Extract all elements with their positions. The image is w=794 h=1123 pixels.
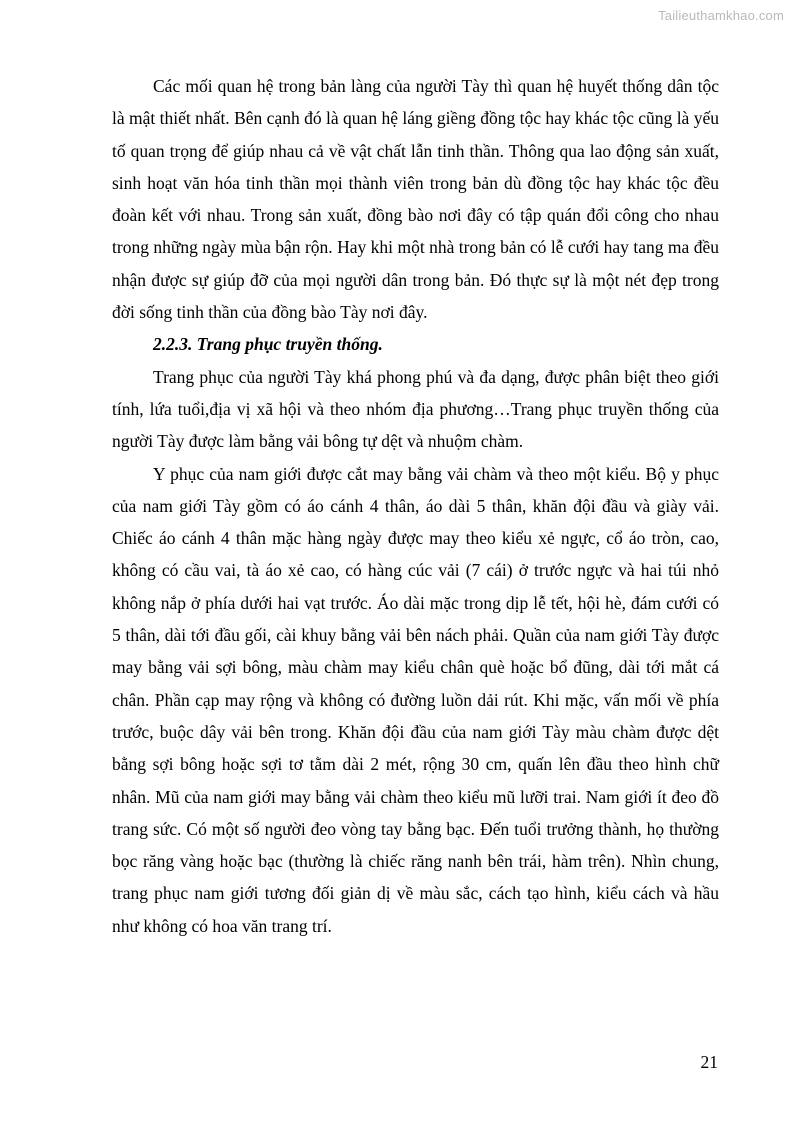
paragraph-male-costume: Y phục của nam giới được cắt may bằng vải chàm và theo một kiểu. Bộ y phục của nam giới Tày gồm có áo cánh 4 thân, áo dài 5 thân, khăn đội đầu và giày vải. Chiếc áo cánh 4 thân mặc hàng ngày được may theo kiểu xẻ ngực, cổ áo tròn, cao, không có cầu vai, tà áo xẻ cao, có hàng cúc vải (7 cái) ở trước ngực và hai túi nhỏ không nắp ở phía dưới hai vạt trước. Áo dài mặc trong dịp lễ tết, hội hè, đám cưới có 5 thân, dài tới đầu gối, cài khuy bằng vải bên nách phải. Quần của nam giới Tày được may bằng vải sợi bông, màu chàm may kiểu chân què hoặc bổ đũng, dài tới mắt cá chân. Phần cạp may rộng và không có đường luồn dải rút. Khi mặc, vấn mối về phía trước, buộc dây vải bên trong. Khăn đội đầu của nam giới Tày màu chàm được dệt bằng sợi bông hoặc sợi tơ tằm dài 2 mét, rộng 30 cm, quấn lên đầu theo hình chữ nhân. Mũ của nam giới may bằng vải chàm theo kiểu mũ lưỡi trai. Nam giới ít đeo đồ trang sức. Có một số người đeo vòng tay bằng bạc. Đến tuổi trưởng thành, họ thường bọc răng vàng hoặc bạc (thường là chiếc răng nanh bên trái, hàm trên). Nhìn chung, trang phục nam giới tương đối giản dị về màu sắc, cách tạo hình, kiểu cách và hầu như không có hoa văn trang trí.	[112, 463, 719, 936]
paragraph-social-relations: Các mối quan hệ trong bản làng của người Tày thì quan hệ huyết thống dân tộc là mật thiết nhất. Bên cạnh đó là quan hệ láng giềng đồng tộc hay khác tộc cũng là yếu tố quan trọng để giúp nhau cả về vật chất lẫn tinh thần. Thông qua lao động sản xuất, sinh hoạt văn hóa tinh thần mọi thành viên trong bản dù đồng tộc hay khác tộc đều đoàn kết với nhau. Trong sản xuất, đồng bào nơi đây có tập quán đổi công cho nhau trong những ngày mùa bận rộn. Hay khi một nhà trong bản có lễ cưới hay tang ma đều nhận được sự giúp đỡ của mọi người dân trong bản. Đó thực sự là một nét đẹp trong đời sống tinh thần của đồng bào Tày nơi đây.	[112, 76, 719, 323]
section-heading: 2.2.3. Trang phục truyền thống.	[153, 334, 383, 355]
page-number: 21	[700, 1052, 718, 1072]
watermark-text: Tailieuthamkhao.com	[658, 8, 784, 23]
document-body	[112, 70, 719, 942]
paragraph-costume-overview: Trang phục của người Tày khá phong phú và đa dạng, được phân biệt theo giới tính, lứa tuổi,địa vị xã hội và theo nhóm địa phương…Trang phục truyền thống của người Tày được làm bằng vải bông tự dệt và nhuộm chàm.	[112, 366, 719, 452]
